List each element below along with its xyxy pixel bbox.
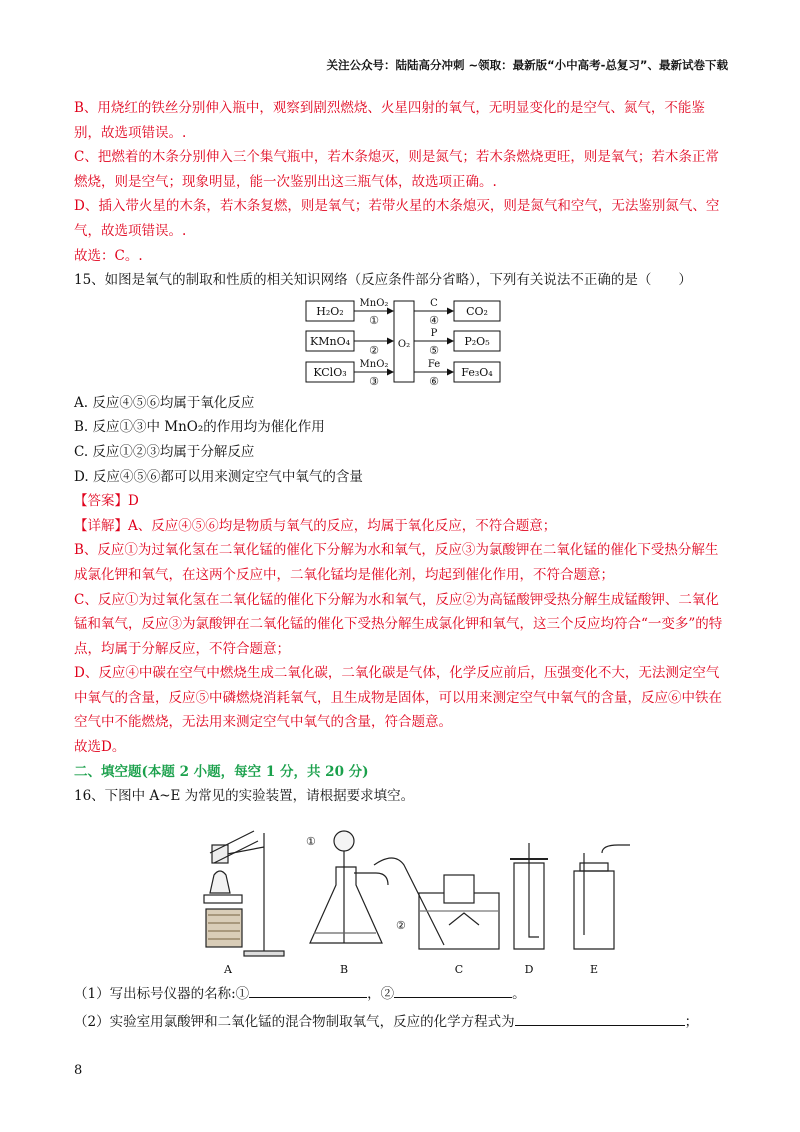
q16-sub1-mid: ，②	[367, 985, 395, 1002]
marker-2: ②	[396, 918, 406, 932]
apparatus-c	[374, 858, 499, 949]
apparatus-e	[574, 845, 630, 949]
label-p2o5: P₂O₅	[464, 334, 490, 348]
label-c: C	[454, 962, 464, 976]
num-3: ③	[369, 374, 379, 388]
num-4: ④	[429, 313, 439, 327]
apparatus-b	[306, 831, 388, 943]
q16-sub1-prefix: （1）写出标号仪器的名称:①	[74, 985, 250, 1002]
q15-conclusion: 故选D。	[74, 739, 126, 756]
label-fe3o4: Fe₃O₄	[461, 365, 493, 379]
q15-option-a: A. 反应④⑤⑥均属于氧化反应	[74, 394, 255, 411]
explanation-d: D、插入带火星的木条，若木条复燃，则是氧气；若带火星的木条熄灭，则是氮气和空气，无法鉴别氮气、空气，故选项错误。.	[74, 198, 720, 239]
q15-answer: 【答案】D	[74, 493, 139, 510]
page-content	[74, 96, 728, 1035]
q16-sub2-text: （2）实验室用氯酸钾和二氧化锰的混合物制取氧气，反应的化学方程式为	[74, 1014, 515, 1031]
page-number: 8	[74, 1063, 83, 1078]
label-a: A	[224, 962, 232, 976]
apparatus-a	[204, 831, 284, 956]
num-5: ⑤	[429, 343, 439, 357]
section-title: 二、填空题(本题 2 小题，每空 1 分，共 20 分)	[74, 763, 369, 780]
oxygen-network-svg	[74, 295, 728, 389]
q16-sub2-end: ；	[684, 1014, 699, 1031]
num-1: ①	[369, 313, 379, 327]
blank-1[interactable]	[249, 983, 367, 998]
reactant-c: C	[430, 297, 438, 309]
explanation-b: B、用烧红的铁丝分别伸入瓶中，观察到剧烈燃烧、火星四射的氧气，无明显变化的是空气、氮气，不能鉴别，故选项错误。.	[74, 100, 705, 141]
q15-detail-c: C、反应①为过氧化氢在二氧化锰的催化下分解为水和氧气，反应②为高锰酸钾受热分解生成锰酸钾、二氧化锰和氧气，反应③为氯酸钾在二氧化锰的催化下受热分解生成氯化钾和氧气，这三个反应均符合“一变多”的特点，均属于分解反应，不符合题意；	[74, 591, 723, 657]
reactant-p: P	[430, 327, 438, 339]
label-kclo3: KClO₃	[313, 365, 347, 379]
explanation-conclusion: 故选：C。.	[74, 247, 143, 264]
num-2: ②	[369, 343, 379, 357]
label-d: D	[524, 962, 534, 976]
reactant-fe: Fe	[427, 358, 441, 370]
q15-option-c: C. 反应①②③均属于分解反应	[74, 443, 255, 460]
apparatus-d	[510, 843, 548, 949]
label-co2: CO₂	[466, 304, 488, 318]
q15-stem: 15、如图是氧气的制取和性质的相关知识网络（反应条件部分省略），下列有关说法不正确的是（ ）	[74, 272, 692, 289]
q15-option-b: B. 反应①③中 MnO₂的作用均为催化作用	[74, 419, 325, 436]
blank-2[interactable]	[394, 983, 512, 998]
q15-detail-b: B、反应①为过氧化氢在二氧化锰的催化下分解为水和氧气，反应③为氯酸钾在二氧化锰的催化下受热分解生成氯化钾和氧气，在这两个反应中，二氧化锰均是催化剂，均起到催化作用，不符合题意；	[74, 542, 719, 583]
q16-sub1	[74, 982, 728, 1007]
q16-sub1-end: 。	[512, 985, 526, 1002]
label-kmno4: KMnO₄	[310, 334, 350, 348]
q16-stem: 16、下图中 A~E 为常见的实验装置，请根据要求填空。	[74, 788, 415, 805]
q15-detail-a: 【详解】A、反应④⑤⑥均是物质与氧气的反应，均属于氧化反应，不符合题意；	[74, 517, 557, 534]
label-e: E	[589, 962, 599, 976]
label-h2o2: H₂O₂	[316, 304, 344, 318]
marker-1: ①	[306, 834, 316, 848]
cond-3: MnO₂	[359, 358, 389, 370]
lab-apparatus-figure	[74, 823, 728, 978]
q16-sub2	[74, 1010, 728, 1035]
num-6: ⑥	[429, 374, 439, 388]
blank-3[interactable]	[515, 1011, 685, 1026]
q15-option-d: D. 反应④⑤⑥都可以用来测定空气中氧气的含量	[74, 468, 363, 485]
q15-detail-d: D、反应④中碳在空气中燃烧生成二氧化碳，二氧化碳是气体，化学反应前后，压强变化不大，无法测定空气中氧气的含量，反应⑤中磷燃烧消耗氧气，且生成物是固体，可以用来测定空气中氧气的含量，反应⑥中铁在空气中不能燃烧，无法用来测定空气中氧气的含量，符合题意。	[74, 665, 722, 731]
explanation-c: C、把燃着的木条分别伸入三个集气瓶中，若木条熄灭，则是氮气；若木条燃烧更旺，则是氧气；若木条正常燃烧，则是空气；现象明显，能一次鉴别出这三瓶气体，故选项正确。.	[74, 149, 719, 190]
label-o2: O₂	[397, 338, 411, 350]
label-b: B	[339, 962, 349, 976]
cond-1: MnO₂	[359, 297, 389, 309]
apparatus-svg	[74, 823, 728, 978]
oxygen-network-diagram	[74, 295, 728, 389]
page-header: 关注公众号：陆陆高分冲刺 ~领取：最新版“小中高考-总复习”、最新试卷下载	[326, 58, 728, 72]
